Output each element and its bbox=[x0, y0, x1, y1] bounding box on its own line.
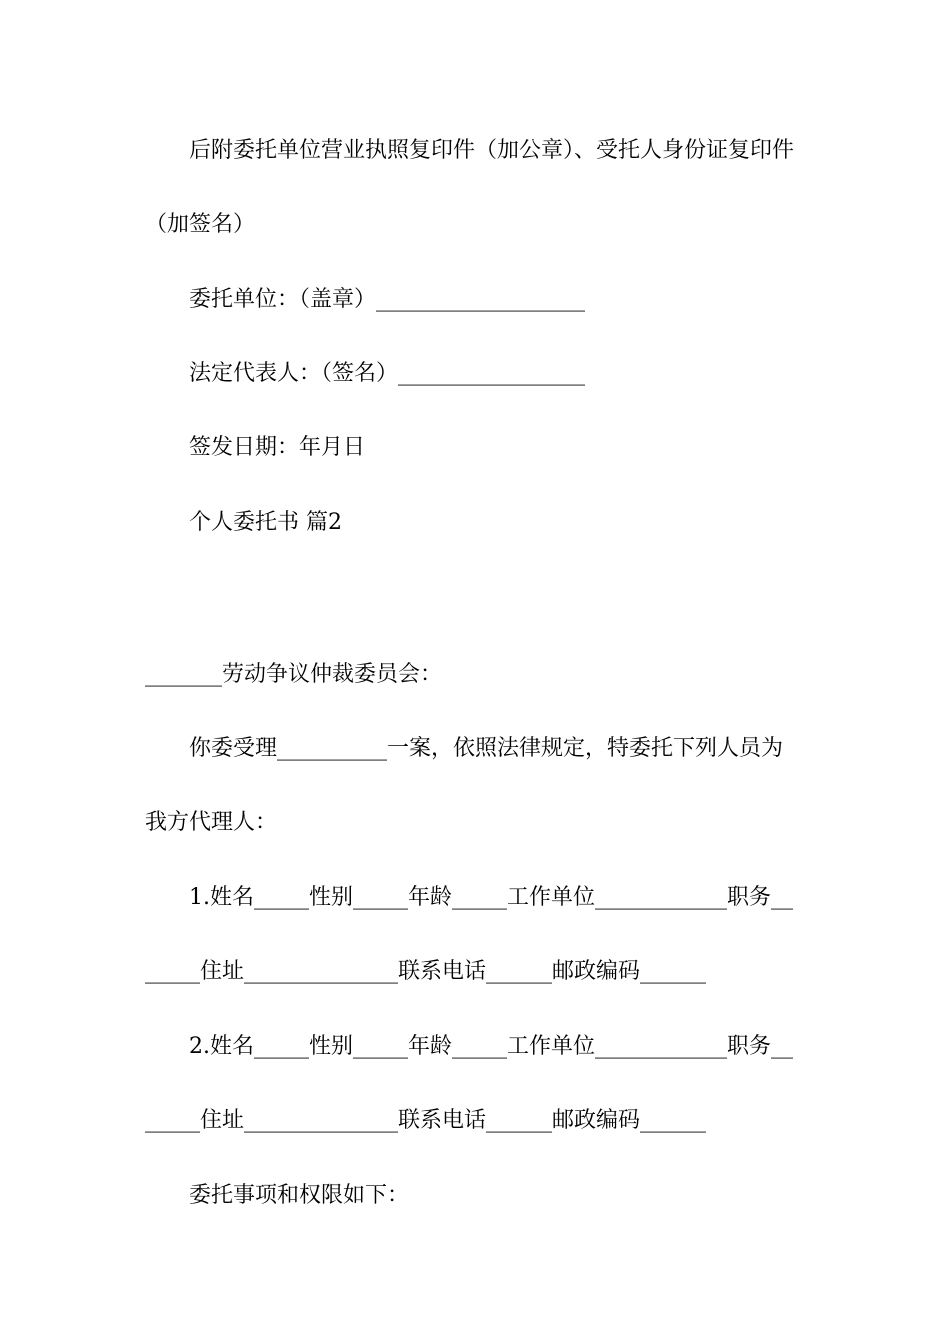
attachment-note-line-1: 后附委托单位营业执照复印件（加公章）、受托人身份证复印件 bbox=[189, 138, 795, 163]
body-paragraph-line-1: 你委受理__________一案，依照法律规定，特委托下列人员为 bbox=[189, 736, 784, 761]
entrusting-unit-line: 委托单位：（盖章）___________________ bbox=[189, 287, 586, 312]
agent-1-line-1: 1.姓名_____性别_____年龄_____工作单位____________职务__ bbox=[189, 885, 793, 910]
agent-2-line-2: _____住址______________联系电话______邮政编码______ bbox=[145, 1108, 707, 1133]
addressee-line: _______劳动争议仲裁委员会： bbox=[145, 662, 443, 687]
agent-1-line-2: _____住址______________联系电话______邮政编码______ bbox=[145, 959, 707, 984]
body-paragraph-line-2: 我方代理人： bbox=[145, 810, 278, 835]
legal-representative-line: 法定代表人：（签名）_________________ bbox=[189, 361, 586, 386]
attachment-note-line-2: （加签名） bbox=[145, 212, 256, 237]
authority-heading-line: 委托事项和权限如下： bbox=[189, 1183, 410, 1208]
section-heading: 个人委托书 篇2 bbox=[189, 510, 342, 535]
issue-date-line: 签发日期：年月日 bbox=[189, 435, 366, 460]
agent-2-line-1: 2.姓名_____性别_____年龄_____工作单位____________职务__ bbox=[189, 1034, 793, 1059]
